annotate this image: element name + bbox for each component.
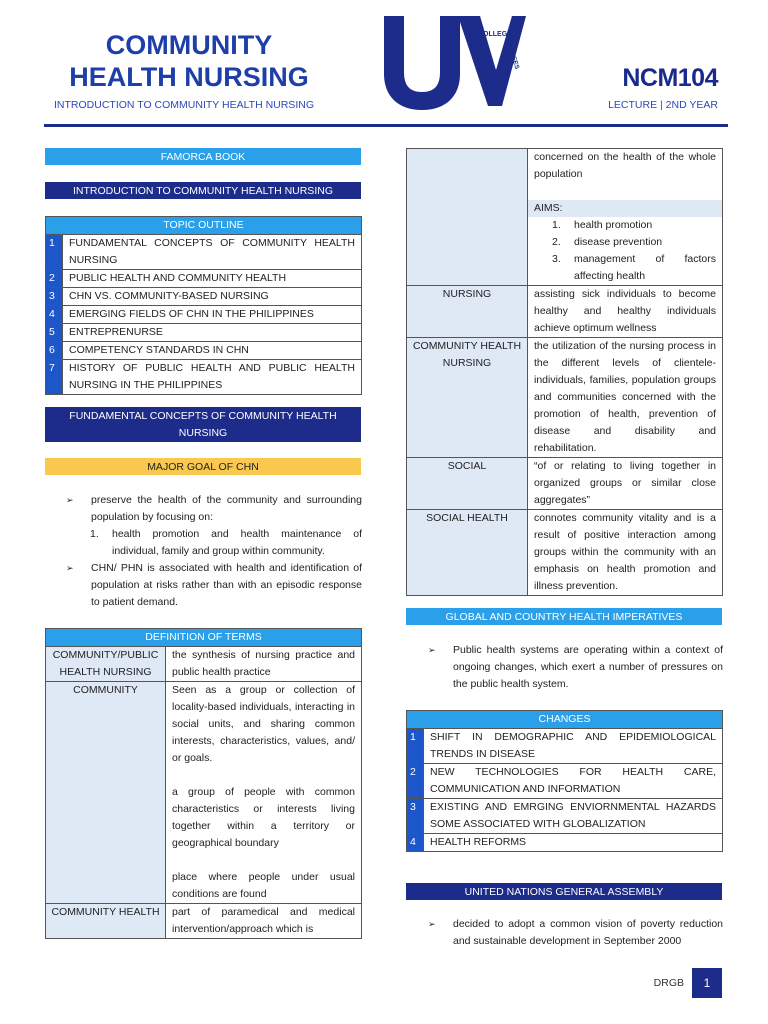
page-title-line2: HEALTH NURSING <box>69 62 309 92</box>
table-row <box>407 286 723 338</box>
change-text: EXISTING AND EMRGING ENVIORNMENTAL HAZARDS SOME ASSOCIATED WITH GLOBALIZATION <box>424 799 723 834</box>
arrow-bullet-icon: ➢ <box>66 563 74 573</box>
change-number: 2 <box>407 764 424 799</box>
outline-number: 5 <box>46 324 63 342</box>
change-text: SHIFT IN DEMOGRAPHIC AND EPIDEMIOLOGICAL TRENDS IN DISEASE <box>424 729 723 764</box>
outline-number: 1 <box>46 235 63 270</box>
table-row <box>46 647 362 682</box>
aims-label: AIMS: <box>528 200 722 217</box>
outline-row <box>46 342 362 360</box>
bullet-text: Public health systems are operating within a context of ongoing changes, which exert a number of pressures on the public health system. <box>453 644 723 690</box>
fundamental-concepts-bar: FUNDAMENTAL CONCEPTS OF COMMUNITY HEALTH NURSING <box>45 407 361 442</box>
outline-text: EMERGING FIELDS OF CHN IN THE PHILIPPINES <box>63 306 362 324</box>
term-cell: COMMUNITY HEALTH NURSING <box>407 338 528 458</box>
outline-number: 3 <box>46 288 63 306</box>
outline-row <box>46 306 362 324</box>
list-item <box>428 642 723 693</box>
uv-logo <box>380 10 530 110</box>
table-row <box>407 149 723 286</box>
outline-number: 2 <box>46 270 63 288</box>
topic-outline-table <box>45 216 362 395</box>
outline-text: COMPETENCY STANDARDS IN CHN <box>63 342 362 360</box>
outline-row <box>46 360 362 395</box>
aim-text: disease prevention <box>574 236 663 248</box>
definition-paragraph: Seen as a group or collection of locality-based individuals, interacting in social units, and sharing common interests, characteristics, values, and/ or goals. <box>172 684 355 764</box>
list-item <box>528 234 722 251</box>
page-title-line1: COMMUNITY <box>105 30 273 60</box>
table-row <box>46 904 362 939</box>
outline-row <box>46 270 362 288</box>
term-cell-empty <box>407 149 528 286</box>
definition-paragraph: place where people under usual conditions are found <box>172 871 355 900</box>
changes-header: CHANGES <box>407 711 723 729</box>
un-bullets <box>428 916 723 950</box>
change-text: NEW TECHNOLOGIES FOR HEALTH CARE, COMMUNICATION AND INFORMATION <box>424 764 723 799</box>
table-row <box>407 764 723 799</box>
definition-cell: the utilization of the nursing process in the different levels of clientele-individuals, families, population groups and communities concerned with the promotion of health, prevention of disease and disability and rehabilitation. <box>528 338 723 458</box>
bullet-text: preserve the health of the community and surrounding population by focusing on: <box>91 494 362 523</box>
outline-text: HISTORY OF PUBLIC HEALTH AND PUBLIC HEALTH NURSING IN THE PHILIPPINES <box>63 360 362 395</box>
arrow-bullet-icon: ➢ <box>428 645 436 655</box>
arrow-bullet-icon: ➢ <box>428 919 436 929</box>
definition-cell: “of or relating to living together in organized groups or similar close aggregates” <box>528 458 723 510</box>
outline-number: 4 <box>46 306 63 324</box>
definition-paragraph: a group of people with common characteristics or interests living together within a territory or geographical boundary <box>172 786 355 849</box>
table-row <box>407 834 723 852</box>
term-cell: COMMUNITY HEALTH <box>46 904 166 939</box>
un-general-assembly-bar: UNITED NATIONS GENERAL ASSEMBLY <box>406 883 722 900</box>
definition-cell: assisting sick individuals to become healthy and healthy individuals achieve optimum wellness <box>528 286 723 338</box>
header-divider <box>44 124 728 127</box>
intro-bar: INTRODUCTION TO COMMUNITY HEALTH NURSING <box>45 182 361 199</box>
change-number: 4 <box>407 834 424 852</box>
table-row <box>407 510 723 596</box>
change-number: 1 <box>407 729 424 764</box>
outline-text: CHN VS. COMMUNITY-BASED NURSING <box>63 288 362 306</box>
term-cell: SOCIAL <box>407 458 528 510</box>
list-item <box>528 217 722 234</box>
page-subtitle: INTRODUCTION TO COMMUNITY HEALTH NURSING <box>54 99 314 111</box>
definition-cell <box>528 149 723 286</box>
bullet-text: decided to adopt a common vision of poverty reduction and sustainable development in September 2000 <box>453 918 723 947</box>
list-item <box>66 492 362 526</box>
table-row <box>407 729 723 764</box>
table-row <box>407 799 723 834</box>
aim-number: 2. <box>552 236 561 248</box>
term-cell: COMMUNITY/PUBLIC HEALTH NURSING <box>46 647 166 682</box>
outline-text: ENTREPRENURSE <box>63 324 362 342</box>
list-item <box>428 916 723 950</box>
footer-code: DRGB <box>653 977 684 989</box>
definition-paragraph: concerned on the health of the whole population <box>534 151 716 180</box>
global-bullets <box>428 642 723 693</box>
global-imperatives-bar: GLOBAL AND COUNTRY HEALTH IMPERATIVES <box>406 608 722 625</box>
term-cell: SOCIAL HEALTH <box>407 510 528 596</box>
aim-number: 3. <box>552 253 561 265</box>
definition-of-terms-table <box>45 628 362 939</box>
lecture-label: LECTURE | 2ND YEAR <box>608 99 718 111</box>
change-number: 3 <box>407 799 424 834</box>
sub-text: health promotion and health maintenance of individual, family and group within community. <box>112 528 362 557</box>
outline-row <box>46 324 362 342</box>
logo-college-text: COLLEGE <box>478 31 512 38</box>
outline-text: FUNDAMENTAL CONCEPTS OF COMMUNITY HEALTH NURSING <box>63 235 362 270</box>
terms-header: DEFINITION OF TERMS <box>46 629 362 647</box>
table-row <box>407 458 723 510</box>
definition-cell: part of paramedical and medical intervention/approach which is <box>166 904 362 939</box>
changes-table <box>406 710 723 852</box>
aim-text: health promotion <box>574 219 653 231</box>
outline-number: 6 <box>46 342 63 360</box>
definition-cell: connotes community vitality and is a result of positive interaction among groups within the community with an emphasis on health promotion and illness prevention. <box>528 510 723 596</box>
list-item <box>528 251 722 285</box>
topic-outline-header: TOPIC OUTLINE <box>46 217 362 235</box>
logo-transes-text: TRANSES <box>504 38 521 71</box>
term-cell: NURSING <box>407 286 528 338</box>
aim-text: management of factors affecting health <box>574 253 716 282</box>
course-code: NCM104 <box>622 64 718 92</box>
list-item <box>66 526 362 560</box>
outline-number: 7 <box>46 360 63 395</box>
change-text: HEALTH REFORMS <box>424 834 723 852</box>
major-goal-bar: MAJOR GOAL OF CHN <box>45 458 361 475</box>
bullet-text: CHN/ PHN is associated with health and identification of population at risks rather than with an episodic response to patient demand. <box>91 562 362 608</box>
definition-cell <box>166 682 362 904</box>
arrow-bullet-icon: ➢ <box>66 495 74 505</box>
sub-number: 1. <box>90 528 99 540</box>
list-item <box>66 560 362 611</box>
goal-bullets <box>66 492 362 611</box>
outline-row <box>46 288 362 306</box>
definition-continued-table <box>406 148 723 596</box>
table-row <box>407 338 723 458</box>
page-number: 1 <box>692 968 722 998</box>
definition-cell: the synthesis of nursing practice and public health practice <box>166 647 362 682</box>
term-cell: COMMUNITY <box>46 682 166 904</box>
outline-row <box>46 235 362 270</box>
aim-number: 1. <box>552 219 561 231</box>
source-bar: FAMORCA BOOK <box>45 148 361 165</box>
outline-text: PUBLIC HEALTH AND COMMUNITY HEALTH <box>63 270 362 288</box>
table-row <box>46 682 362 904</box>
